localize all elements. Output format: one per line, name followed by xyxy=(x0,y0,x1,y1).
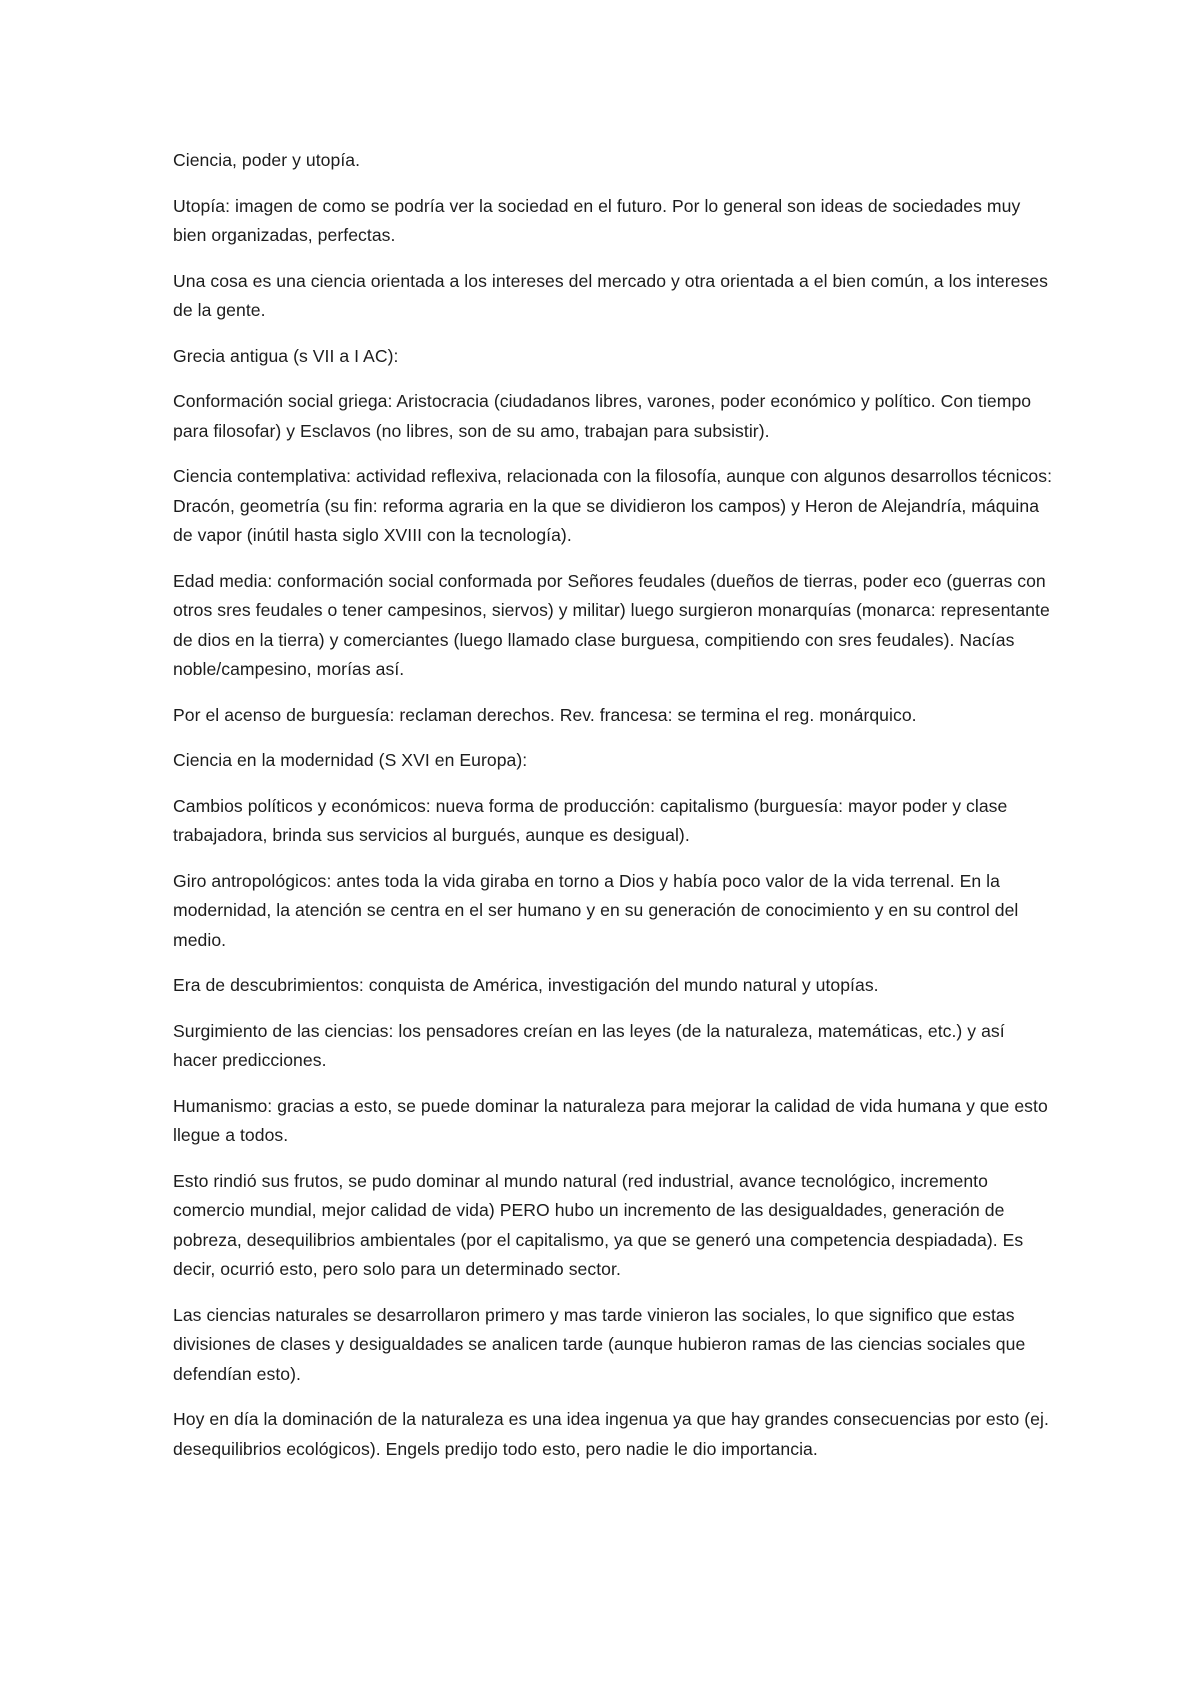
paragraph-cambios: Cambios políticos y económicos: nueva forma de producción: capitalismo (burguesía: mayor poder y clase trabajadora, brinda sus servicios al burgués, aunque es desigual). xyxy=(173,795,1008,845)
paragraph-edad-media: Edad media: conformación social conformada por Señores feudales (dueños de tierras, poder eco (guerras con otros sres feudales o tener campesinos, siervos) y militar) luego surgieron monarquías (monarca: representante de dios en la tierra) y comerciantes (luego llamado clase burguesa, compitiendo con sres feudales). Nacías noble/campesino, morías así. xyxy=(173,570,1050,679)
document-title: Ciencia, poder y utopía. xyxy=(173,150,361,170)
paragraph-humanismo: Humanismo: gracias a esto, se puede dominar la naturaleza para mejorar la calidad de vida humana y que esto llegue a todos. xyxy=(173,1095,1048,1145)
paragraph-burguesia: Por el acenso de burguesía: reclaman derechos. Rev. francesa: se termina el reg. monárquico. xyxy=(173,704,917,725)
section-heading-grecia: Grecia antigua (s VII a I AC): xyxy=(173,345,399,366)
paragraph-surgimiento-ciencias: Surgimiento de las ciencias: los pensadores creían en las leyes (de la naturaleza, matemáticas, etc.) y así hacer predicciones. xyxy=(173,1020,1005,1070)
paragraph-frutos: Esto rindió sus frutos, se pudo dominar al mundo natural (red industrial, avance tecnológico, incremento comercio mundial, mejor calidad de vida) PERO hubo un incremento de las desigualdades, generación de pobreza, desequilibrios ambientales (por el capitalismo, ya que se generó una competencia despiadada). Es decir, ocurrió esto, pero solo para un determinado sector. xyxy=(173,1170,1024,1279)
paragraph-ciencia-contemplativa: Ciencia contemplativa: actividad reflexiva, relacionada con la filosofía, aunque con algunos desarrollos técnicos: Dracón, geometría (su fin: reforma agraria en la que se dividieron los campos) y Heron de Alejandría, máquina de vapor (inútil hasta siglo XVIII con la tecnología). xyxy=(173,466,1053,545)
section-heading-modernidad: Ciencia en la modernidad (S XVI en Europa): xyxy=(173,750,528,770)
paragraph-hoy-en-dia: Hoy en día la dominación de la naturaleza es una idea ingenua ya que hay grandes consecuencias por esto (ej. desequilibrios ecológicos). Engels predijo todo esto, pero nadie le dio importancia. xyxy=(173,1409,1049,1459)
paragraph-conformacion-griega: Conformación social griega: Aristocracia (ciudadanos libres, varones, poder económico y político. Con tiempo para filosofar) y Esclavos (no libres, son de su amo, trabajan para subsistir). xyxy=(173,391,1032,441)
paragraph-utopia: Utopía: imagen de como se podría ver la sociedad en el futuro. Por lo general son ideas de sociedades muy bien organizadas, perfectas. xyxy=(173,195,1021,245)
document-body xyxy=(173,146,1053,1480)
paragraph-ciencias-naturales: Las ciencias naturales se desarrollaron primero y mas tarde vinieron las sociales, lo que significo que estas divisiones de clases y desigualdades se analicen tarde (aunque hubieron ramas de las ciencias sociales que defendían esto). xyxy=(173,1304,1026,1384)
paragraph-descubrimientos: Era de descubrimientos: conquista de América, investigación del mundo natural y utopías. xyxy=(173,975,879,995)
paragraph-ciencia-mercado: Una cosa es una ciencia orientada a los intereses del mercado y otra orientada a el bien común, a los intereses de la gente. xyxy=(173,270,1048,320)
paragraph-giro-antropologico: Giro antropológicos: antes toda la vida giraba en torno a Dios y había poco valor de la vida terrenal. En la modernidad, la atención se centra en el ser humano y en su generación de conocimiento y en su control del medio. xyxy=(173,870,1019,950)
